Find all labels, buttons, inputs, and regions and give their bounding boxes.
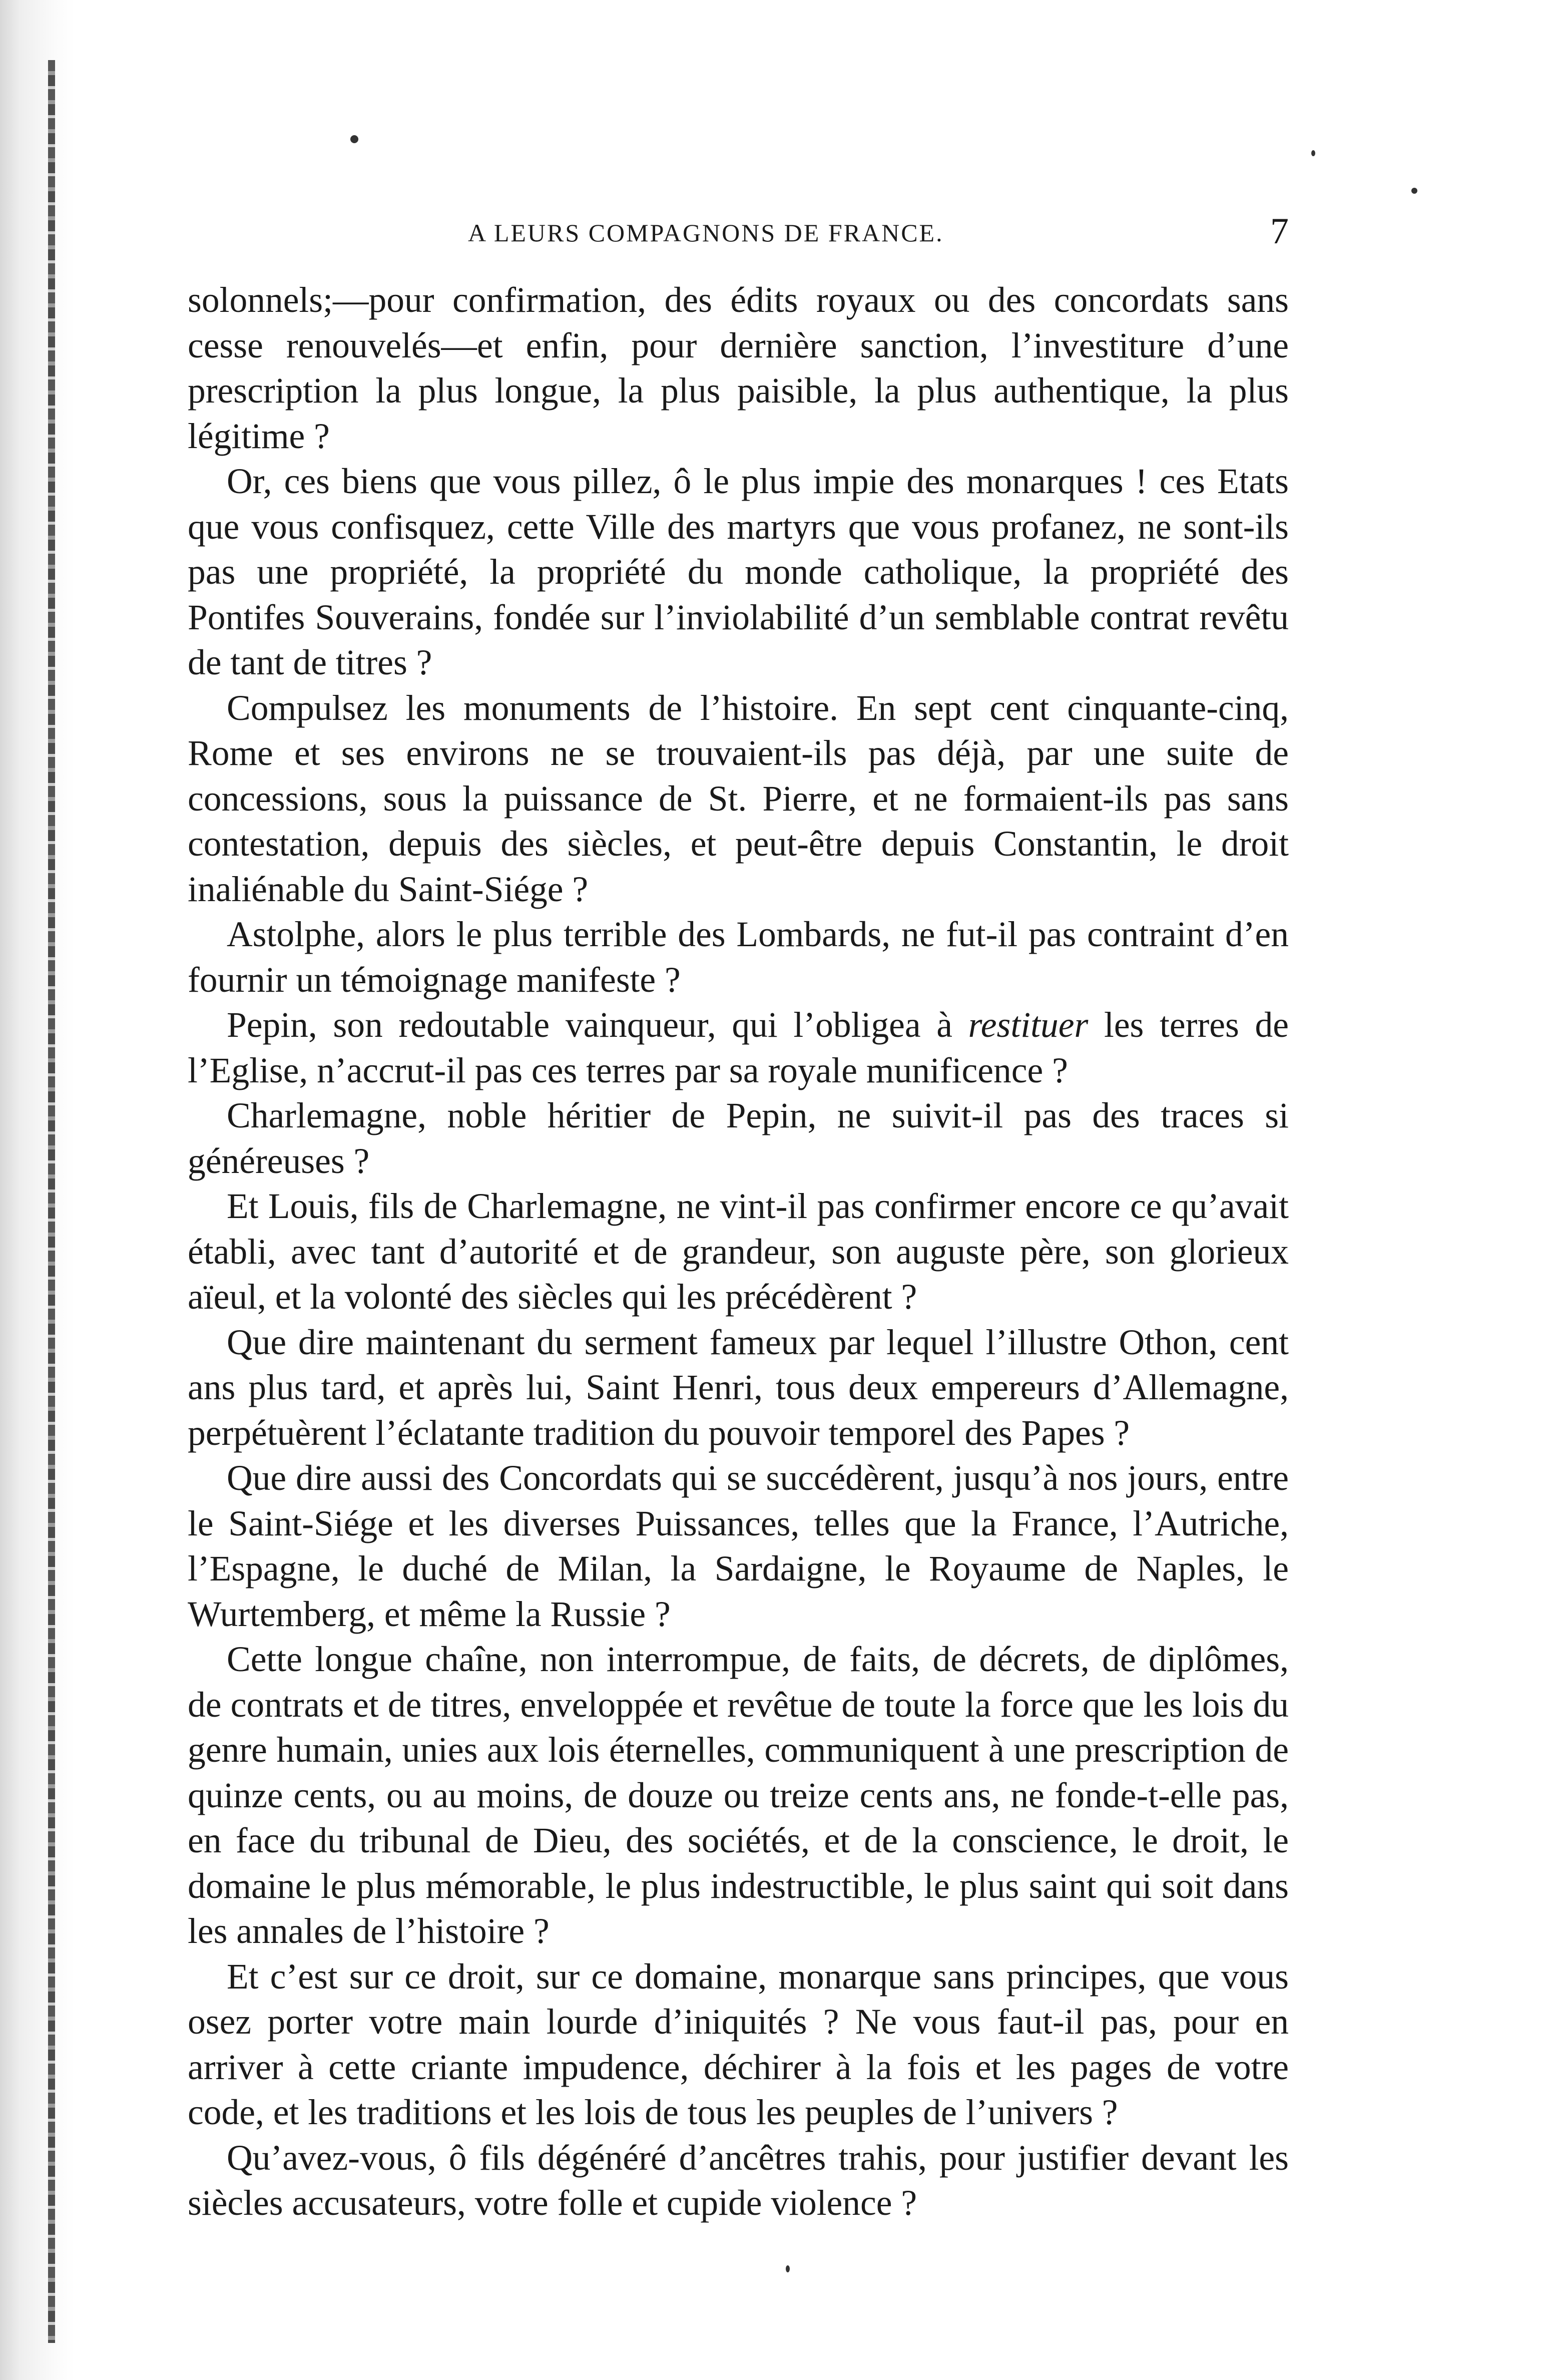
- paragraph: Que dire maintenant du serment fameux par lequel l’illustre Othon, cent ans plus tard, et après lui, Saint Henri, tous deux empereurs d’Allemagne, perpétuèrent l’éclatante tradition du pouvoir temporel des Papes ?: [188, 1322, 1289, 1453]
- italic-word: restituer: [968, 1005, 1089, 1045]
- paragraph-segment: Pepin, son redoutable vainqueur, qui l’obligea à: [227, 1005, 968, 1045]
- paragraph: Qu’avez-vous, ô fils dégénéré d’ancêtres trahis, pour justifier devant les siècles accusateurs, votre folle et cupide violence ?: [188, 2138, 1289, 2223]
- scan-gutter-shadow: [0, 0, 75, 2380]
- paragraph: Charlemagne, noble héritier de Pepin, ne suivit-il pas des traces si généreuses ?: [188, 1096, 1289, 1181]
- page-number: 7: [1270, 211, 1289, 252]
- paragraph: [188, 1003, 1289, 1093]
- paragraph: Et Louis, fils de Charlemagne, ne vint-il pas confirmer encore ce qu’avait établi, avec tant d’autorité et de grandeur, son auguste père, son glorieux aïeul, et la volonté des siècles qui les précédèrent ?: [188, 1186, 1289, 1317]
- paragraph: Or, ces biens que vous pillez, ô le plus impie des monarques ! ces Etats que vous confisquez, cette Ville des martyrs que vous profanez, ne sont-ils pas une propriété, la propriété du monde catholique, la propriété des Pontifes Souverains, fondée sur l’inviolabilité d’un semblable contrat revêtu de tant de titres ?: [188, 462, 1289, 682]
- ink-speck: [1411, 188, 1417, 194]
- paragraph: Que dire aussi des Concordats qui se succédèrent, jusqu’à nos jours, entre le Saint-Siége et les diverses Puissances, telles que la France, l’Autriche, l’Espagne, le duché de Milan, la Sardaigne, le Royaume de Naples, le Wurtemberg, et même la Russie ?: [188, 1458, 1289, 1634]
- ink-speck: [786, 2265, 790, 2272]
- paragraph: Compulsez les monuments de l’histoire. En sept cent cinquante-cinq, Rome et ses environs ne se trouvaient-ils pas déjà, par une suite de concessions, sous la puissance de St. Pierre, et ne formaient-ils pas sans contestation, depuis des siècles, et peut-être depuis Constantin, le droit inaliénable du Saint-Siége ?: [188, 688, 1289, 909]
- paragraph: Astolphe, alors le plus terrible des Lombards, ne fut-il pas contraint d’en fournir un témoignage manifeste ?: [188, 915, 1289, 1000]
- ink-speck: [350, 135, 358, 143]
- paragraph: Et c’est sur ce droit, sur ce domaine, monarque sans principes, que vous osez porter votre main lourde d’iniquités ? Ne vous faut-il pas, pour en arriver à cette criante impudence, déchirer à la fois et les pages de votre code, et les traditions et les lois de tous les peuples de l’univers ?: [188, 1956, 1289, 2132]
- ink-speck: [1311, 150, 1315, 156]
- binding-edge: [48, 60, 55, 2343]
- page-header: [188, 213, 1289, 253]
- paragraph-segment: les terres de l’Eglise, n’accrut-il pas ces terres par sa royale munificence ?: [188, 1005, 1289, 1090]
- paragraph: Cette longue chaîne, non interrompue, de faits, de décrets, de diplômes, de contrats et de titres, enveloppée et revêtue de toute la force que les lois du genre humain, unies aux lois éternelles, communiquent à une prescription de quinze cents, ou au moins, de douze ou treize cents ans, ne fonde-t-elle pas, en face du tribunal de Dieu, des sociétés, et de la conscience, le droit, le domaine le plus mémorable, le plus indestructible, le plus saint qui soit dans les annales de l’histoire ?: [188, 1640, 1289, 1951]
- paragraph: solonnels;—pour confirmation, des édits royaux ou des concordats sans cesse renouvelés—et enfin, pour dernière sanction, l’investiture d’une prescription la plus longue, la plus paisible, la plus authentique, la plus légitime ?: [188, 280, 1289, 456]
- body-text: [188, 278, 1289, 2226]
- running-title: A LEURS COMPAGNONS DE FRANCE.: [468, 219, 944, 247]
